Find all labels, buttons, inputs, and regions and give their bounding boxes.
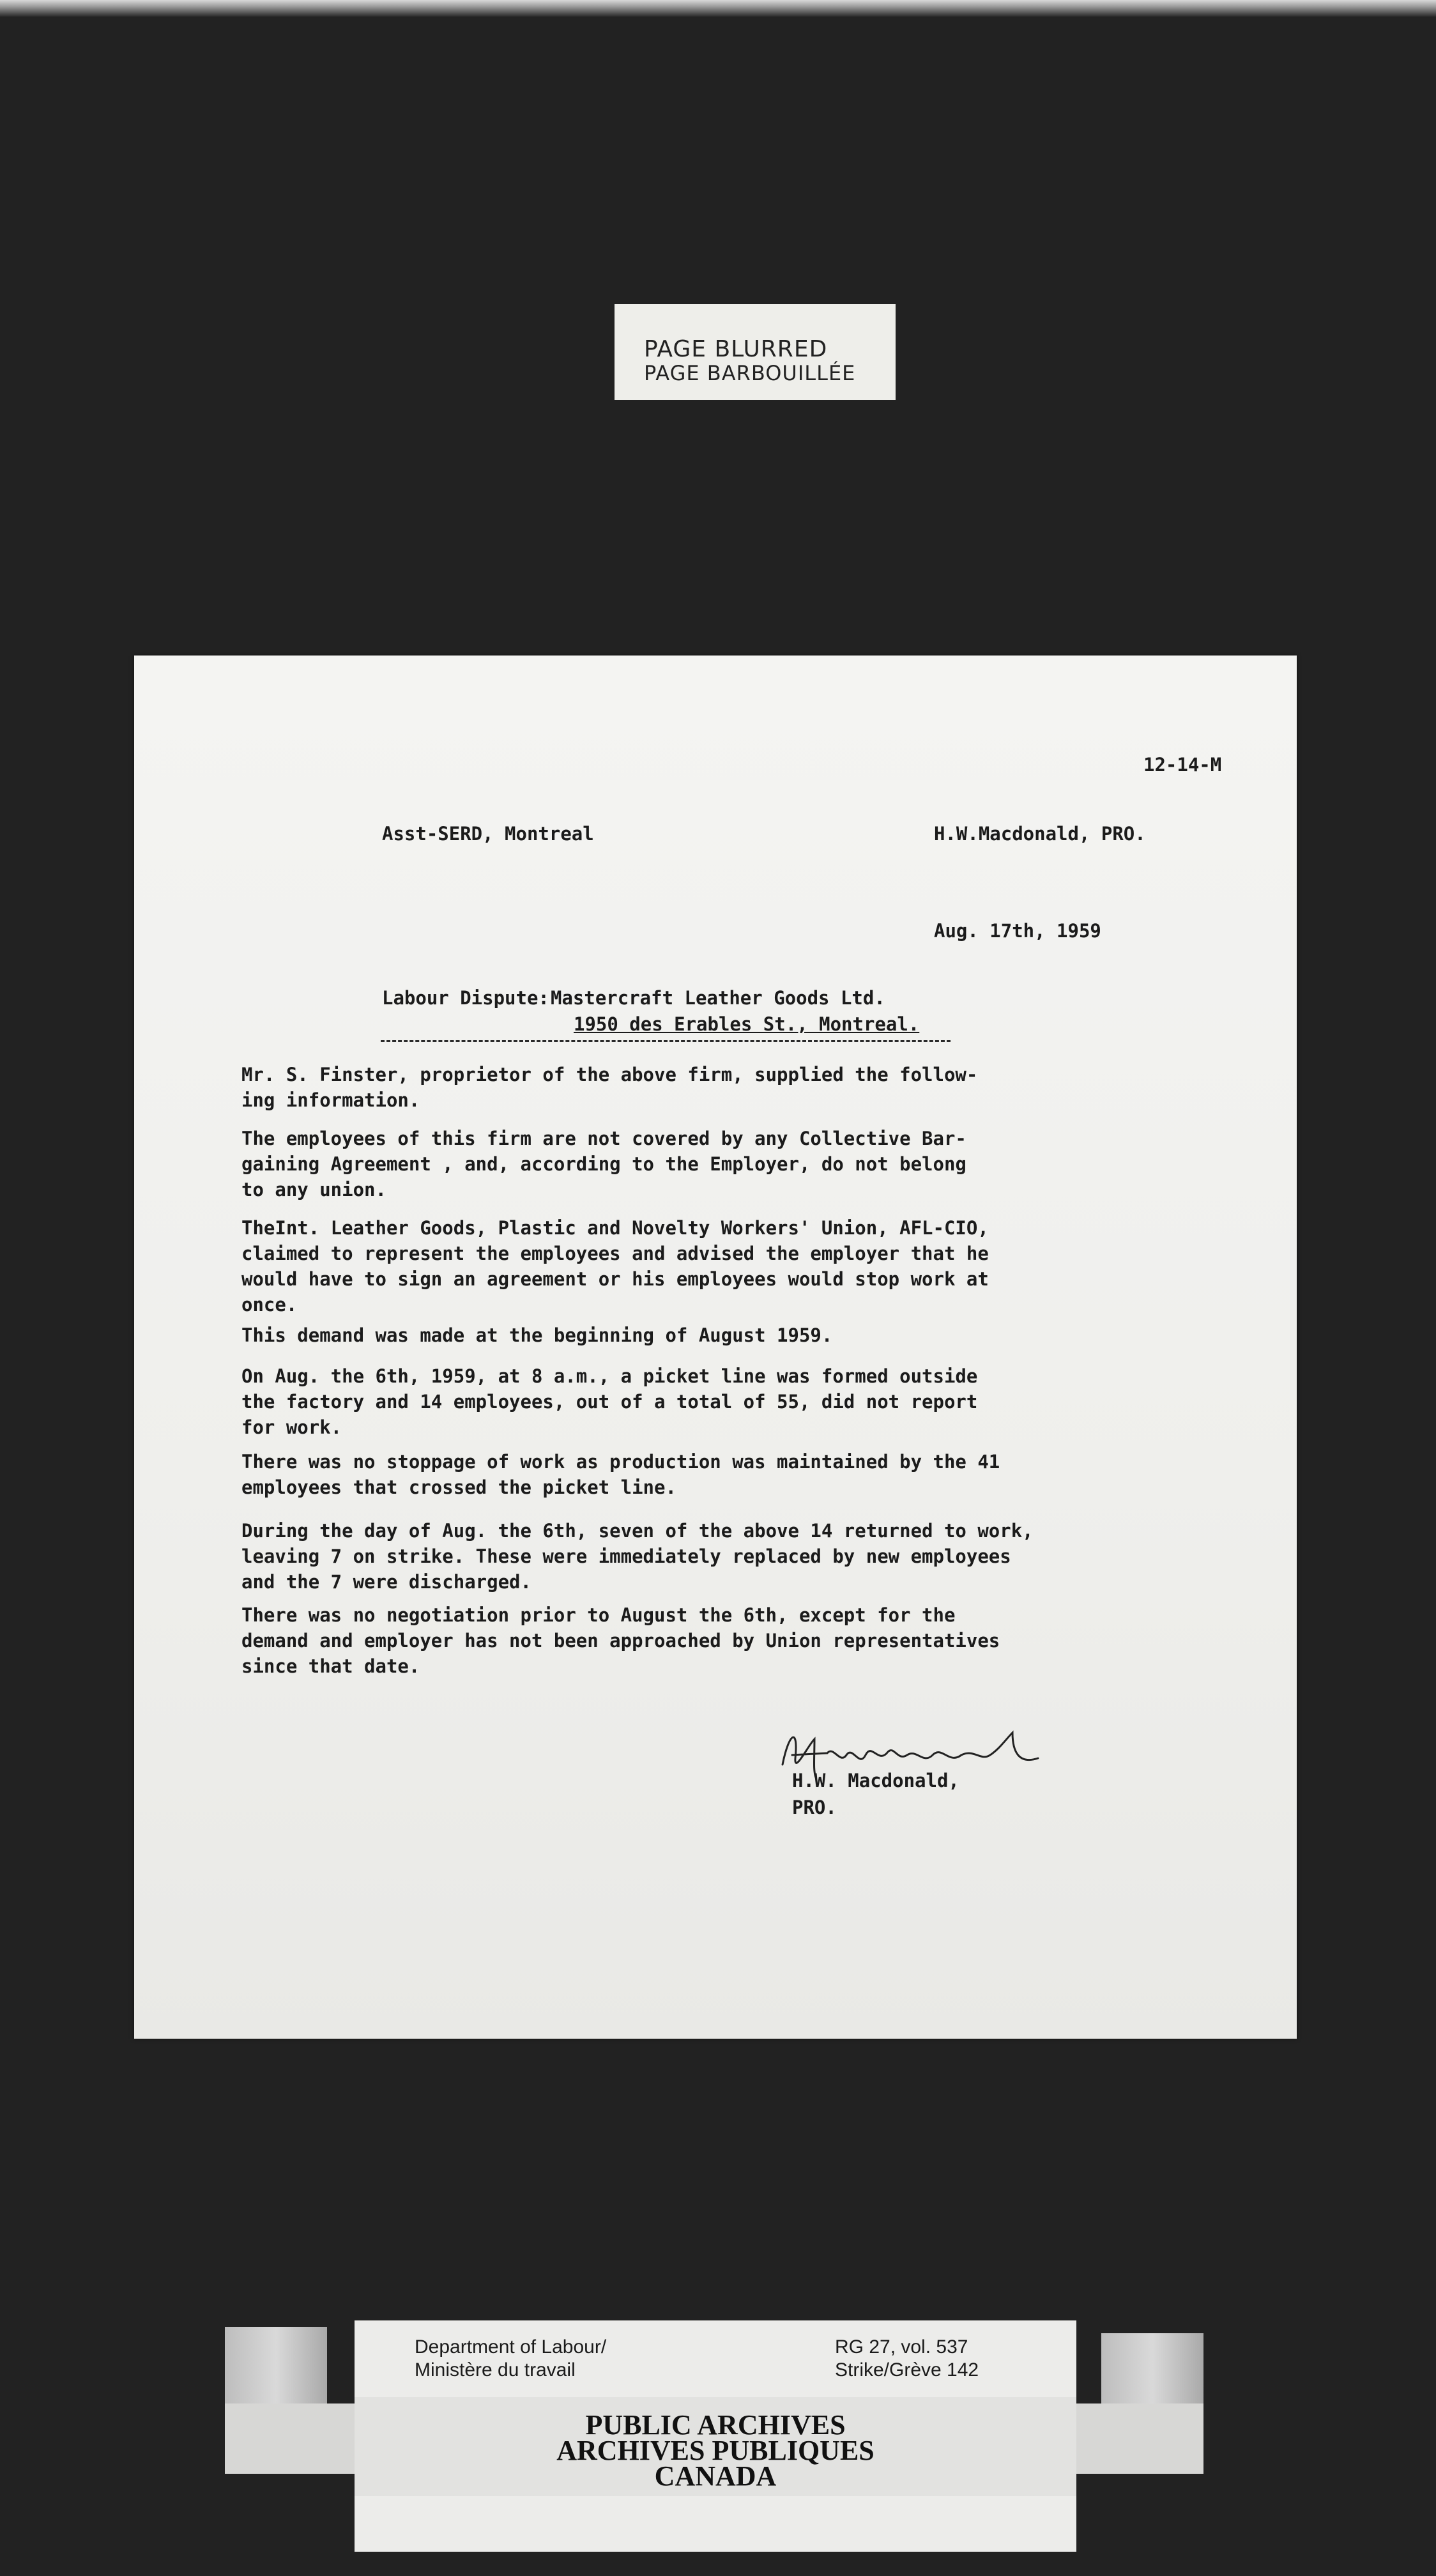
paragraph-2: The employees of this firm are not covered by any Collective Bar- gaining Agreement , and, according to the Employer, do not belong to any union. <box>241 1128 966 1200</box>
subject-underline <box>381 1040 951 1042</box>
letter-date: Aug. 17th, 1959 <box>934 920 1101 942</box>
recipient: Asst-SERD, Montreal <box>382 823 594 845</box>
subject-company: Mastercraft Leather Goods Ltd. <box>551 987 885 1009</box>
subject-address: 1950 des Erables St., Montreal. <box>574 1013 920 1035</box>
paragraph-3: TheInt. Leather Goods, Plastic and Novelty Workers' Union, AFL-CIO, claimed to represent the employees and advised the employer that he would have to sign an agreement or his employees would stop work at once. <box>241 1217 989 1315</box>
signature-name: H.W. Macdonald, <box>792 1770 959 1791</box>
paragraph-1: Mr. S. Finster, proprietor of the above firm, supplied the follow- ing information. <box>241 1064 978 1111</box>
paragraph-5: On Aug. the 6th, 1959, at 8 a.m., a picket line was formed outside the factory and 14 employees, out of a total of 55, did not report for work. <box>241 1365 978 1438</box>
page-blurred-label <box>615 304 896 400</box>
sender: H.W.Macdonald, PRO. <box>934 823 1146 845</box>
label-french: PAGE BARBOUILLÉE <box>644 361 856 385</box>
department-label: Department of Labour/ Ministère du travail <box>415 2336 607 2380</box>
film-top-edge <box>0 0 1436 17</box>
paragraph-4: This demand was made at the beginning of August 1959. <box>241 1324 833 1346</box>
paragraph-7: During the day of Aug. the 6th, seven of the above 14 returned to work, leaving 7 on strike. These were immediately replaced by new employees and the 7 were discharged. <box>241 1520 1034 1593</box>
public-archives-title: PUBLIC ARCHIVES ARCHIVES PUBLIQUES CANADA <box>556 2409 875 2492</box>
subject-label: Labour Dispute: <box>382 987 549 1009</box>
paragraph-8: There was no negotiation prior to August the 6th, except for the demand and employer has not been approached by Union representatives since that date. <box>241 1604 1000 1677</box>
label-english: PAGE BLURRED <box>644 336 828 362</box>
signature-title: PRO. <box>792 1797 837 1818</box>
archive-card <box>355 2320 1076 2552</box>
file-number: 12-14-M <box>1143 754 1222 776</box>
record-reference: RG 27, vol. 537 Strike/Grève 142 <box>835 2336 979 2380</box>
paragraph-6: There was no stoppage of work as production was maintained by the 41 employees that crossed the picket line. <box>241 1451 1000 1498</box>
